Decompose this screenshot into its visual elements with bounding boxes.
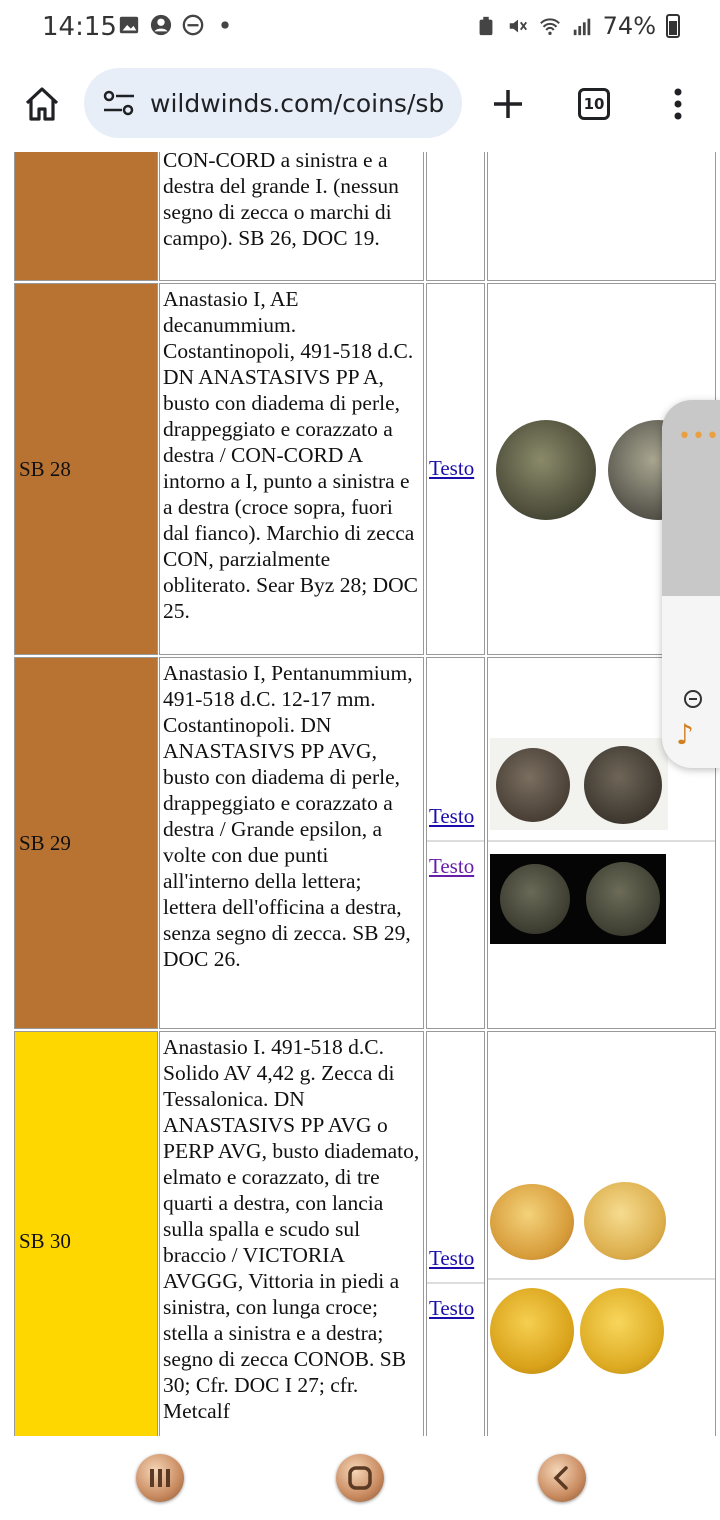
coin-id-cell <box>14 152 158 281</box>
table-row <box>12 1031 718 1436</box>
url-text[interactable]: wildwinds.com/coins/sb <box>150 88 445 118</box>
notification-icons <box>118 14 236 36</box>
coin-photo-2[interactable] <box>490 854 666 944</box>
coin-reverse-image[interactable] <box>584 1182 666 1260</box>
page-content[interactable] <box>0 152 720 1436</box>
coin-reverse-image <box>584 746 662 824</box>
new-tab-icon[interactable] <box>488 84 528 124</box>
coin-id-cell: SB 29 <box>14 657 158 1029</box>
gallery-icon <box>118 14 140 36</box>
table-row <box>12 152 718 281</box>
coin-photo-1[interactable] <box>490 738 668 830</box>
recent-apps-icon <box>147 1467 173 1489</box>
system-navigation-bar <box>0 1436 720 1520</box>
system-indicators <box>475 12 680 40</box>
address-bar[interactable] <box>84 68 462 138</box>
coin-id-cell: SB 28 <box>14 283 158 655</box>
coin-obverse-image <box>500 864 570 934</box>
home-square-icon <box>347 1465 373 1491</box>
testo-link[interactable]: Testo <box>429 456 475 480</box>
home-icon[interactable] <box>22 84 62 124</box>
link-cell <box>426 152 485 281</box>
dot-icon <box>214 14 236 36</box>
alarm-icon <box>475 15 497 37</box>
dnd-icon <box>182 14 204 36</box>
image-cell <box>487 1031 716 1436</box>
coin-description: Anastasio I, AE decanummium. Costantinopoli, 491-518 d.C. DN ANASTASIVS PP A, busto con diadema di perle, drappeggiato e corazzato a destra / CON-CORD A intorno a I, punto a sinistra e a destra (croce sopra, fuori dal fianco). Marchio di zecca CON, parzialmente obliterato. Sear Byz 28; DOC 25. <box>159 283 424 655</box>
testo-link[interactable]: Testo <box>429 1246 475 1270</box>
coin-obverse-image[interactable] <box>490 1288 574 1374</box>
coin-obverse-image[interactable] <box>496 420 596 520</box>
more-menu-icon[interactable] <box>666 84 690 124</box>
testo-link[interactable]: Testo <box>429 1296 475 1320</box>
link-cell <box>426 1031 485 1436</box>
table-row <box>12 657 718 1029</box>
testo-link[interactable]: Testo <box>429 854 475 878</box>
tab-switcher-button[interactable]: 10 <box>578 88 610 120</box>
edge-panel-handle[interactable] <box>662 400 720 768</box>
more-dots-icon[interactable]: ••• <box>678 424 720 449</box>
mute-icon <box>507 15 529 37</box>
coin-obverse-image[interactable] <box>490 1184 574 1260</box>
coin-reverse-image <box>586 862 660 936</box>
music-note-icon[interactable]: ♪ <box>676 718 694 751</box>
wifi-icon <box>539 15 561 37</box>
coin-reverse-image[interactable] <box>580 1288 664 1374</box>
testo-link[interactable]: Testo <box>429 804 475 828</box>
link-divider <box>427 1282 484 1284</box>
status-time: 14:15 <box>42 12 117 42</box>
link-cell <box>426 657 485 1029</box>
coin-obverse-image <box>496 748 570 822</box>
coin-description: Anastasio I, Pentanummium, 491-518 d.C. 12-17 mm. Costantinopoli. DN ANASTASIVS PP AVG, busto con diadema di perle, drappeggiato e corazzato a destra / Grande epsilon, a volte con due punti all'interno della lettera; lettera dell'officina a destra, senza segno di zecca. SB 29, DOC 26. <box>159 657 424 1029</box>
account-icon <box>150 14 172 36</box>
home-button[interactable] <box>336 1454 384 1502</box>
browser-toolbar <box>0 58 720 152</box>
site-settings-icon[interactable] <box>102 89 136 117</box>
back-button[interactable] <box>538 1454 586 1502</box>
table-row <box>12 283 718 655</box>
signal-icon <box>571 15 593 37</box>
image-divider <box>488 1278 715 1280</box>
coin-id-cell: SB 30 <box>14 1031 158 1436</box>
link-divider <box>427 840 484 842</box>
coin-description: Anastasio I. 491-518 d.C. Solido AV 4,42 g. Zecca di Tessalonica. DN ANASTASIVS PP AVG o PERP AVG, busto diademato, elmato e corazzato, di tre quarti a destra, con lancia sulla spalla e scudo sul braccio / VICTORIA AVGGG, Vittoria in piedi a sinistra, con lunga croce; stella a sinistra e a destra; segno di zecca CONOB. SB 30; Cfr. DOC I 27; cfr. Metcalf <box>159 1031 424 1436</box>
image-cell <box>487 152 716 281</box>
coin-description: CON-CORD a sinistra e a destra del grande I. (nessun segno di zecca o marchi di campo). SB 26, DOC 19. <box>159 152 424 281</box>
battery-percent: 74% <box>602 12 656 40</box>
image-divider <box>488 840 715 842</box>
recent-apps-button[interactable] <box>136 1454 184 1502</box>
battery-icon <box>666 14 680 38</box>
link-cell <box>426 283 485 655</box>
back-arrow-icon <box>549 1465 575 1491</box>
minimize-icon[interactable] <box>684 690 702 708</box>
status-bar <box>0 0 720 58</box>
